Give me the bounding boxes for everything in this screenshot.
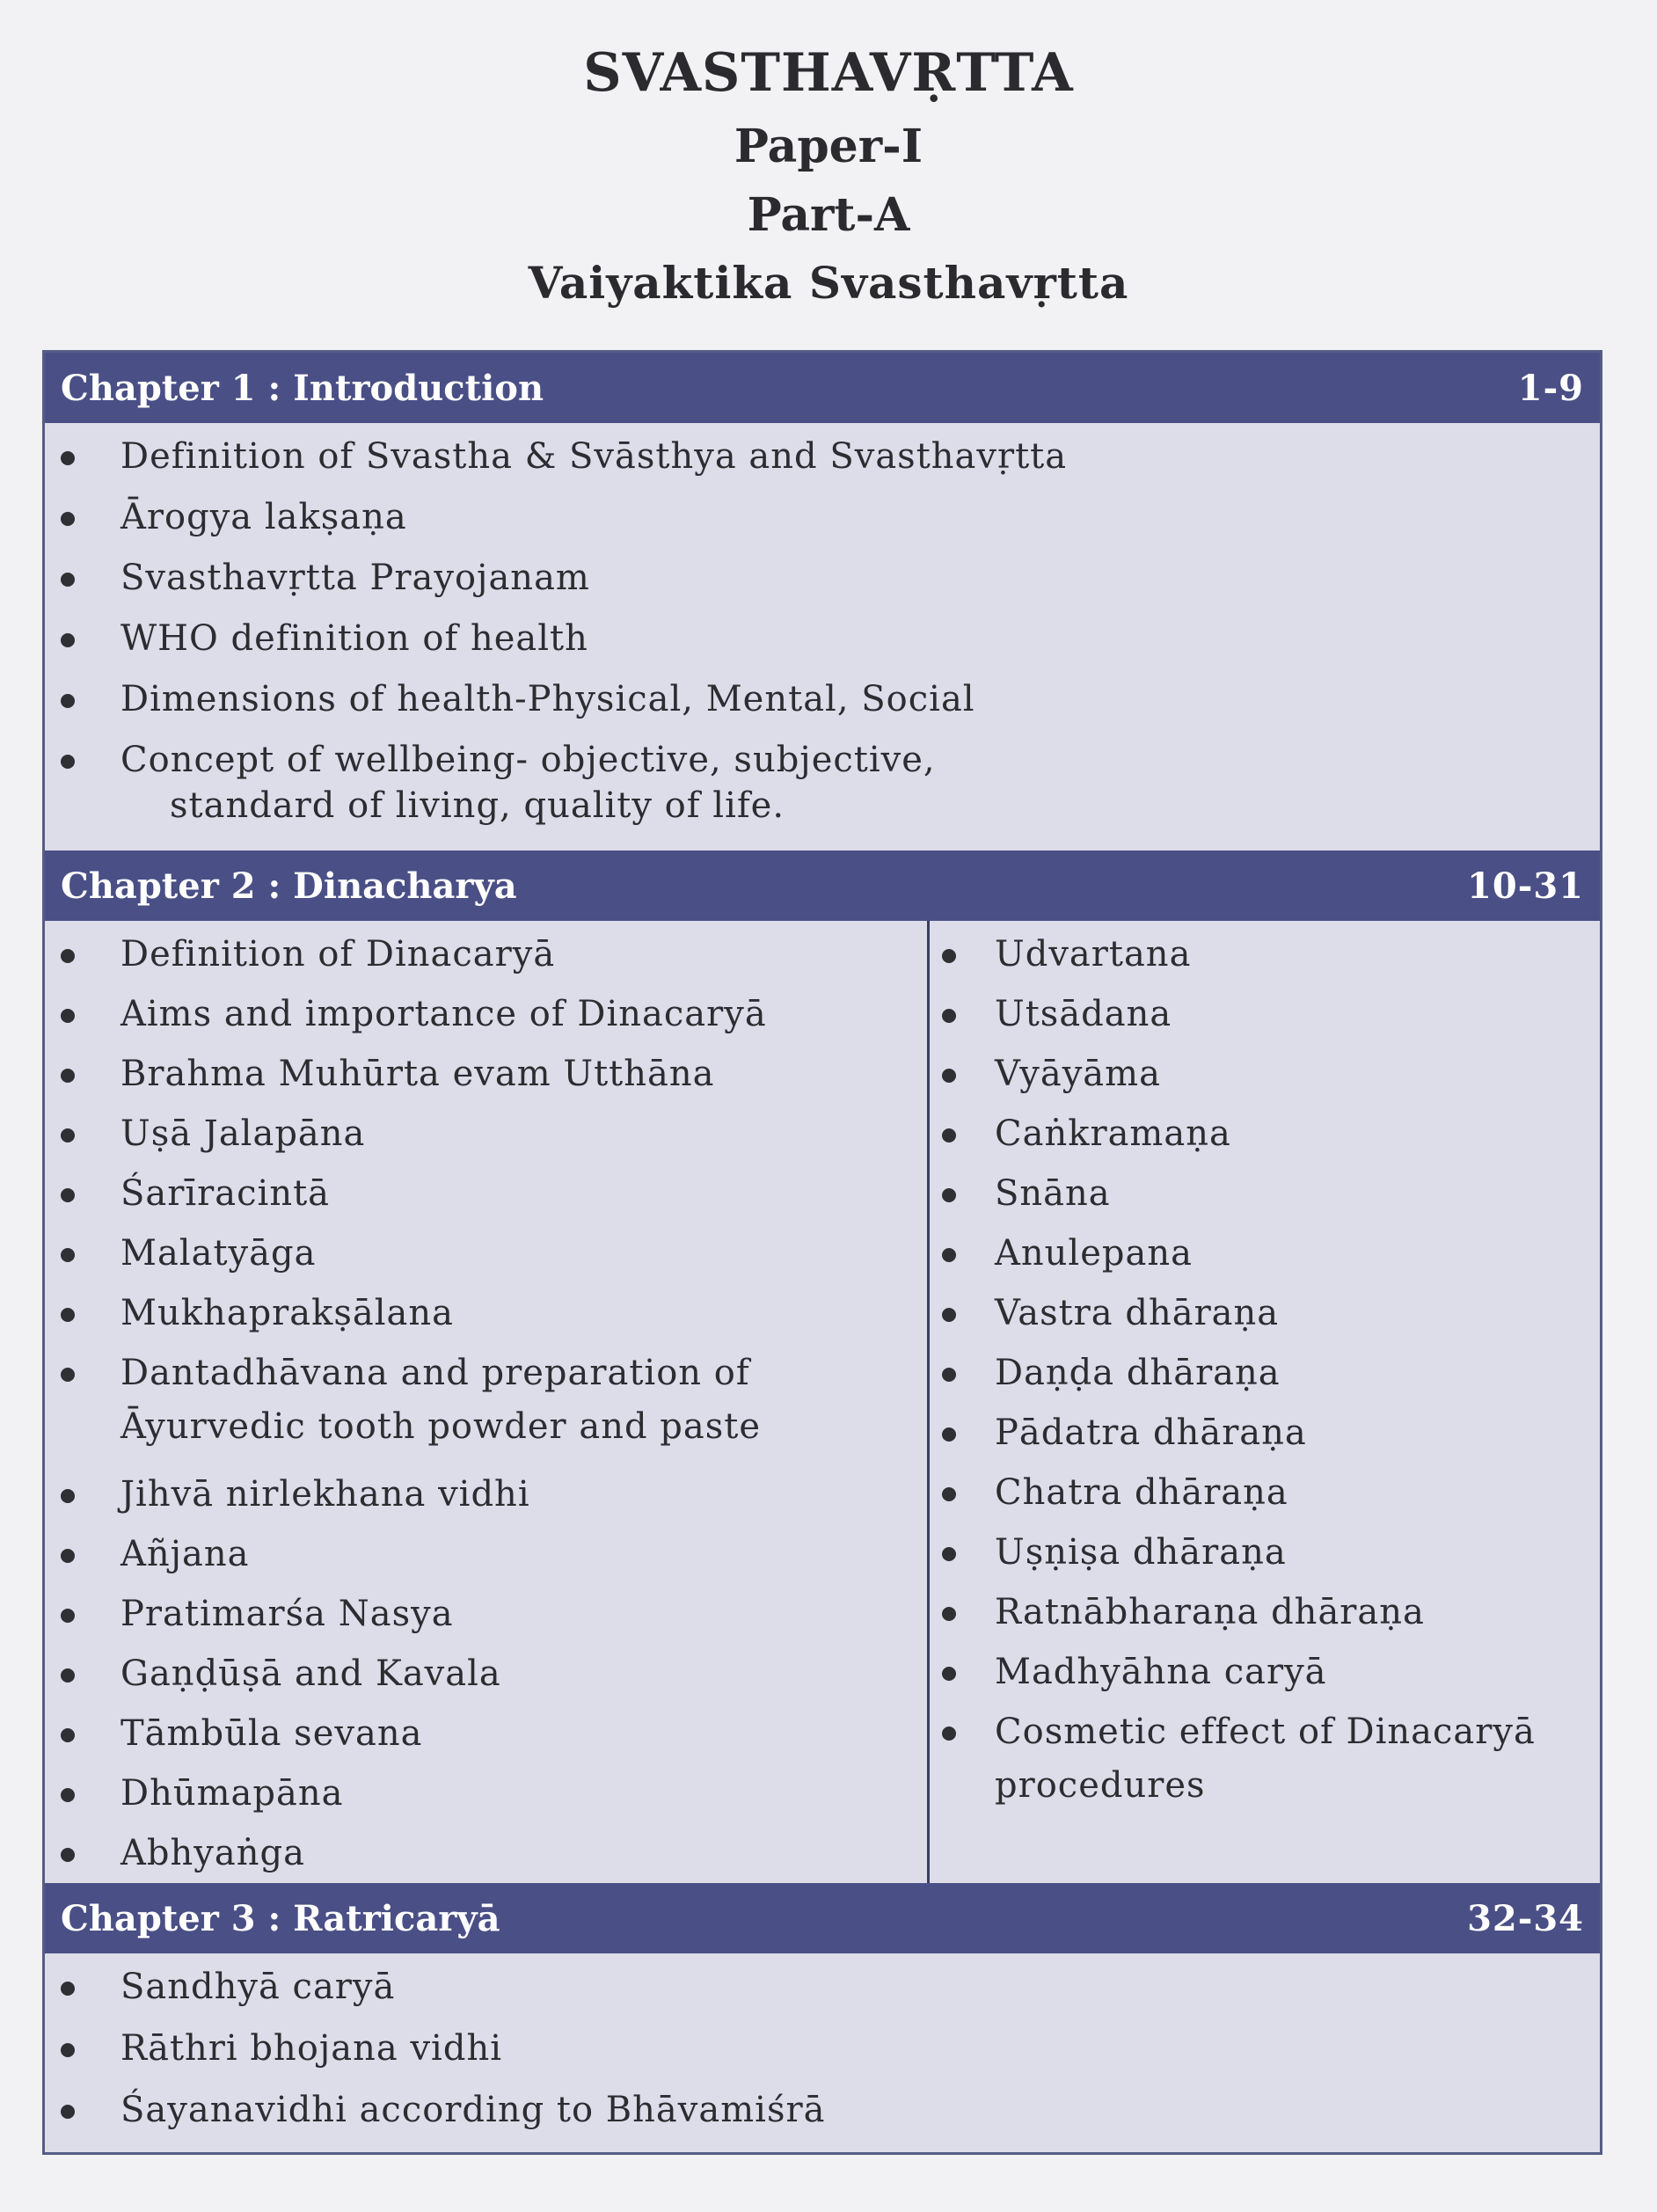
chapter-2-pages: 10-31: [1467, 865, 1584, 907]
list-item: Madhyāhna caryā: [933, 1649, 1584, 1695]
list-item: Svasthavṛtta Prayojanam: [45, 555, 1593, 601]
list-item: Tāmbūla sevana: [45, 1711, 916, 1756]
bullet-icon: [61, 1188, 75, 1202]
list-item: Śayanavidhi according to Bhāvamiśrā: [45, 2087, 1593, 2133]
column-divider: [927, 921, 930, 1883]
bullet-icon: [942, 1128, 956, 1143]
bullet-icon: [942, 1607, 956, 1621]
bullet-icon: [942, 1667, 956, 1681]
chapter-2-title: Chapter 2 : Dinacharya: [61, 865, 517, 907]
list-item: Vyāyāma: [933, 1051, 1584, 1097]
bullet-icon: [942, 1248, 956, 1262]
list-item: WHO definition of health: [45, 616, 1593, 661]
bullet-icon: [61, 1549, 75, 1563]
list-item: Dhūmapāna: [45, 1770, 916, 1816]
bullet-icon: [61, 2105, 75, 2119]
list-item: Definition of Dinacaryā: [45, 931, 916, 977]
bullet-icon: [61, 1009, 75, 1023]
bullet-icon: [61, 2043, 75, 2057]
bullet-icon: [942, 1069, 956, 1083]
list-item: Pādatra dhāraṇa: [933, 1410, 1584, 1456]
chapter-3-header: [45, 1883, 1600, 1953]
chapter-3-list: [45, 1964, 1593, 2149]
list-item: Caṅkramaṇa: [933, 1111, 1584, 1157]
list-item: Jihvā nirlekhana vidhi: [45, 1471, 916, 1517]
bullet-icon: [61, 633, 75, 647]
table-of-contents: [42, 350, 1602, 2155]
list-item: Udvartana: [933, 931, 1584, 977]
list-item: Snāna: [933, 1171, 1584, 1216]
bullet-icon: [61, 1982, 75, 1996]
bullet-icon: [942, 1368, 956, 1382]
list-item: Concept of wellbeing- objective, subjective, standard of living, quality of life.: [45, 737, 1593, 829]
list-item: Rāthri bhojana vidhi: [45, 2026, 1593, 2071]
bullet-icon: [942, 1308, 956, 1322]
list-item: Sandhyā caryā: [45, 1964, 1593, 2010]
list-item: Añjana: [45, 1531, 916, 1577]
chapter-1-title: Chapter 1 : Introduction: [61, 367, 544, 409]
bullet-icon: [942, 1727, 956, 1741]
list-item: Utsādana: [933, 991, 1584, 1037]
list-item: Definition of Svastha & Svāsthya and Svasthavṛtta: [45, 434, 1593, 479]
list-item: Daṇḍa dhāraṇa: [933, 1350, 1584, 1396]
list-item: Ārogya lakṣaṇa: [45, 494, 1593, 540]
bullet-icon: [61, 694, 75, 708]
chapter-1-list: [45, 434, 1593, 843]
list-item: Anulepana: [933, 1230, 1584, 1276]
bullet-icon: [942, 949, 956, 963]
bullet-icon: [61, 1489, 75, 1503]
list-item: Abhyaṅga: [45, 1830, 916, 1876]
list-item: Dantadhāvana and preparation of Āyurvedic tooth powder and paste: [45, 1350, 916, 1457]
chapter-1-header: [45, 353, 1600, 423]
bullet-icon: [61, 1848, 75, 1862]
bullet-icon: [61, 949, 75, 963]
bullet-icon: [942, 1547, 956, 1561]
section-subtitle: Vaiyaktika Svasthavṛtta: [528, 257, 1129, 309]
list-item: Pratimarśa Nasya: [45, 1591, 916, 1637]
bullet-icon: [942, 1487, 956, 1501]
list-item: Śarīracintā: [45, 1171, 916, 1216]
bullet-icon: [61, 1788, 75, 1802]
chapter-3-title: Chapter 3 : Ratricaryā: [61, 1897, 500, 1939]
bullet-icon: [942, 1427, 956, 1442]
chapter-2-header: [45, 850, 1600, 921]
bullet-icon: [61, 573, 75, 587]
bullet-icon: [61, 1668, 75, 1683]
part-label: Part-A: [747, 188, 910, 242]
bullet-icon: [61, 1609, 75, 1623]
bullet-icon: [61, 1368, 75, 1382]
list-item: Aims and importance of Dinacaryā: [45, 991, 916, 1037]
bullet-icon: [61, 1128, 75, 1143]
list-item: Uṣṇiṣa dhāraṇa: [933, 1529, 1584, 1575]
chapter-2-left-list: [45, 931, 916, 1890]
chapter-2-right-list: [933, 931, 1584, 1830]
list-item: Mukhaprakṣālana: [45, 1290, 916, 1336]
list-item: Malatyāga: [45, 1230, 916, 1276]
bullet-icon: [61, 1728, 75, 1742]
paper-label: Paper-I: [734, 120, 923, 173]
bullet-icon: [61, 755, 75, 769]
list-item: Ratnābharaṇa dhāraṇa: [933, 1589, 1584, 1635]
list-item: Vastra dhāraṇa: [933, 1290, 1584, 1336]
list-item: Dimensions of health-Physical, Mental, Social: [45, 676, 1593, 722]
list-item: Uṣā Jalapāna: [45, 1111, 916, 1157]
bullet-icon: [942, 1188, 956, 1202]
list-item: Gaṇḍūṣā and Kavala: [45, 1651, 916, 1697]
list-item: Chatra dhāraṇa: [933, 1470, 1584, 1515]
bullet-icon: [61, 451, 75, 465]
bullet-icon: [942, 1009, 956, 1023]
list-item: Cosmetic effect of Dinacaryā procedures: [933, 1709, 1584, 1816]
bullet-icon: [61, 1069, 75, 1083]
bullet-icon: [61, 1308, 75, 1322]
bullet-icon: [61, 512, 75, 526]
chapter-1-pages: 1-9: [1517, 367, 1584, 409]
bullet-icon: [61, 1248, 75, 1262]
chapter-3-pages: 32-34: [1467, 1897, 1584, 1939]
page-title: SVASTHAVṚTTA: [583, 42, 1074, 104]
list-item: Brahma Muhūrta evam Utthāna: [45, 1051, 916, 1097]
